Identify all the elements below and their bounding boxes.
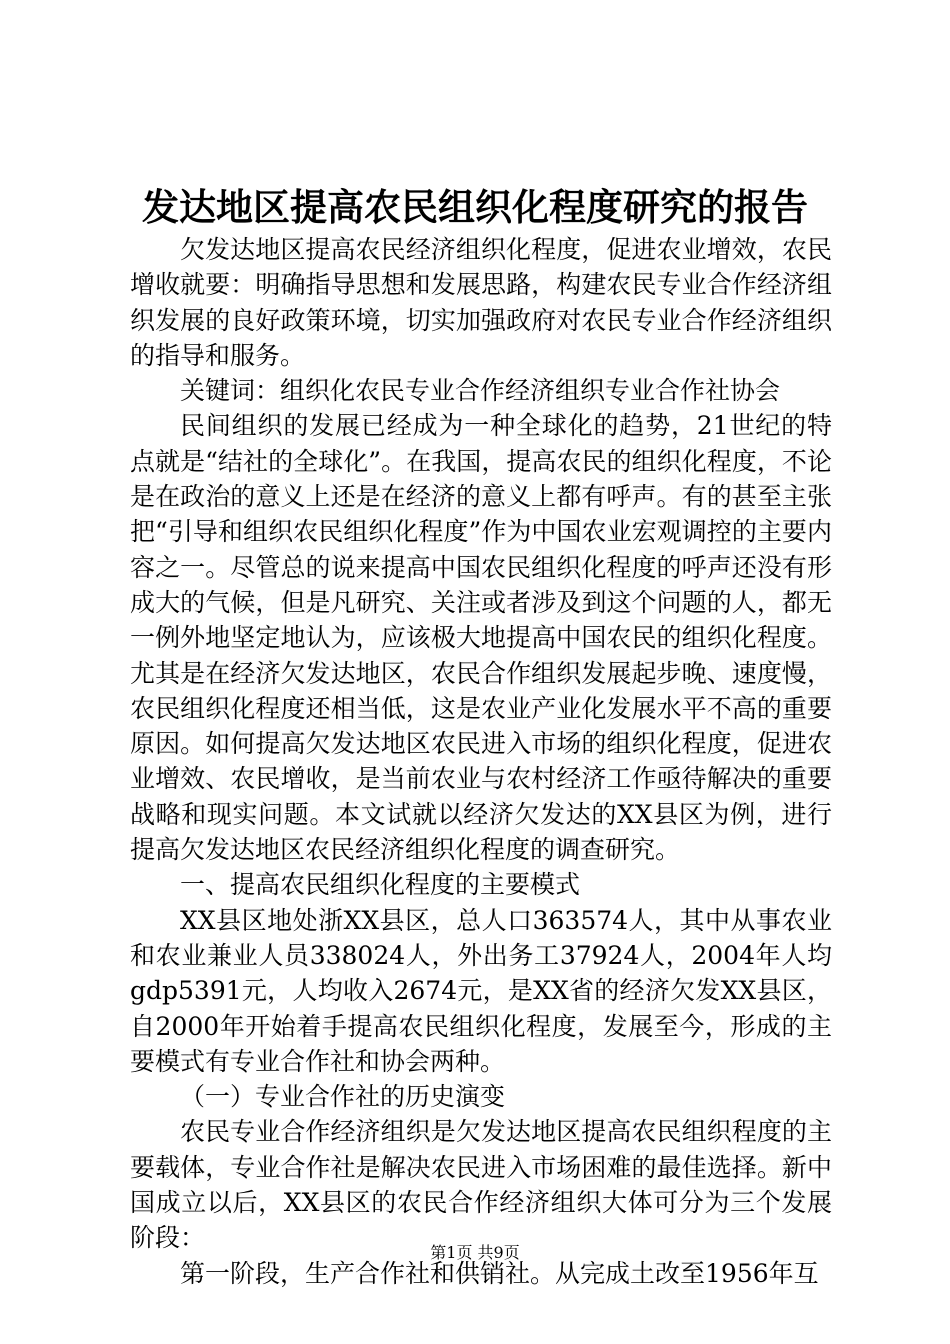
section-heading-1: 一、提高农民组织化程度的主要模式	[180, 870, 581, 900]
cooperative-paragraph: 农民专业合作经济组织是欠发达地区提高农民组织程度的主要载体，专业合作社是解决农民进入市场困难的最佳选择。新中国成立以后，XX县区的农民合作经济组织大体可分为三个发展阶段：	[130, 1117, 832, 1253]
document-body	[130, 232, 832, 1291]
keywords-paragraph: 关键词：组织化农民专业合作经济组织专业合作社协会	[180, 376, 781, 406]
page-footer: 第1页 共9页	[430, 1243, 520, 1262]
abstract-paragraph: 欠发达地区提高农民经济组织化程度，促进农业增效，农民增收就要：明确指导思想和发展思路，构建农民专业合作经济组织发展的良好政策环境，切实加强政府对农民专业合作经济组织的指导和服务。	[130, 235, 832, 370]
document-title: 发达地区提高农民组织化程度研究的报告	[142, 185, 808, 229]
county-overview-paragraph: XX县区地处浙XX县区，总人口363574人，其中从事农业和农业兼业人员338024人，外出务工37924人，2004年人均gdp5391元，人均收入2674元，是XX省的经济欠发XX县区，自2000年开始着手提高农民组织化程度，发展至今，形成的主要模式有专业合作社和协会两种。	[130, 905, 832, 1076]
intro-paragraph: 民间组织的发展已经成为一种全球化的趋势，21世纪的特点就是“结社的全球化”。在我国，提高农民的组织化程度，不论是在政治的意义上还是在经济的意义上都有呼声。有的甚至主张把“引导和组织农民组织化程度”作为中国农业宏观调控的主要内容之一。尽管总的说来提高中国农民组织化程度的呼声还没有形成大的气候，但是凡研究、关注或者涉及到这个问题的人，都无一例外地坚定地认为，应该极大地提高中国农民的组织化程度。尤其是在经济欠发达地区，农民合作组织发展起步晚、速度慢，农民组织化程度还相当低，这是农业产业化发展水平不高的重要原因。如何提高欠发达地区农民进入市场的组织化程度，促进农业增效、农民增收，是当前农业与农村经济工作亟待解决的重要战略和现实问题。本文试就以经济欠发达的XX县区为例，进行提高欠发达地区农民经济组织化程度的调查研究。	[130, 411, 832, 865]
subsection-heading-1: （一）专业合作社的历史演变	[180, 1082, 506, 1112]
stage-one-paragraph: 第一阶段，生产合作社和供销社。从完成土改至1956年互	[180, 1258, 819, 1288]
